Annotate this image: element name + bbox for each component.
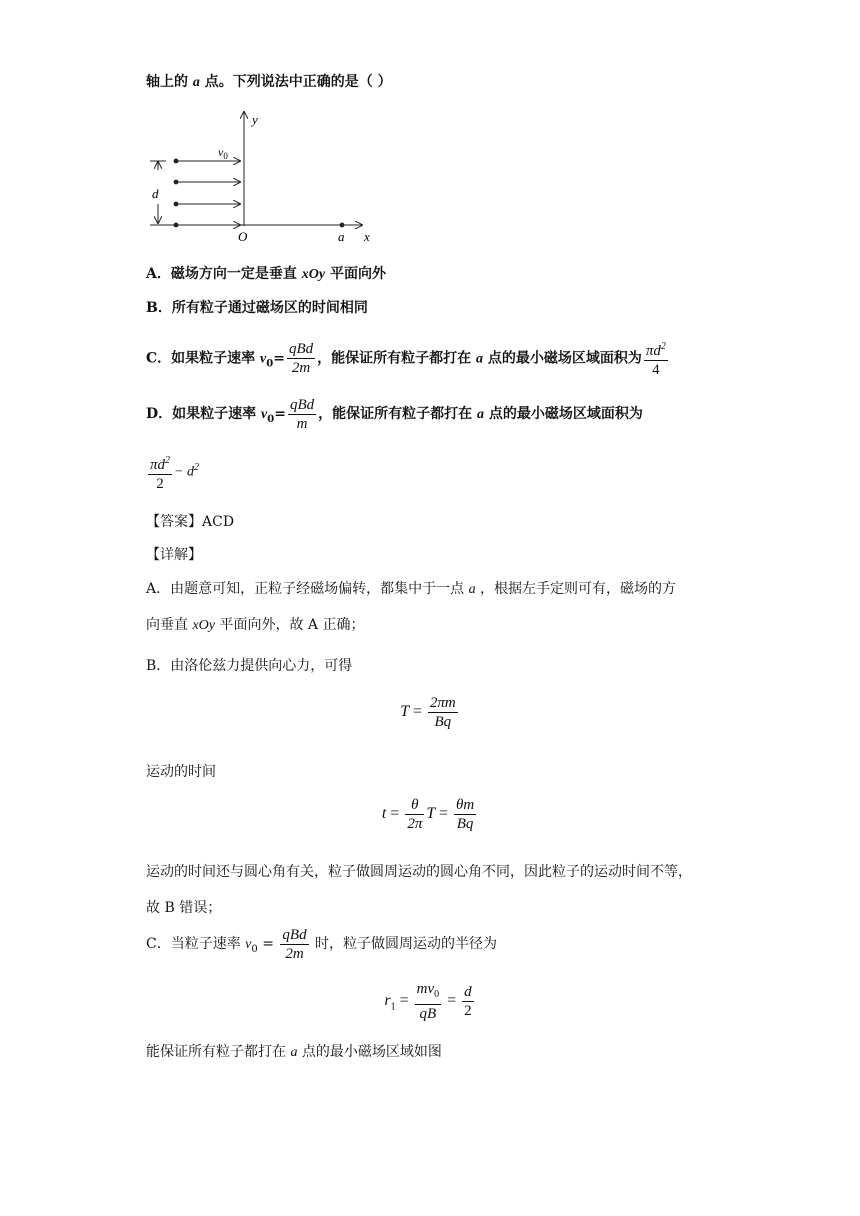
- para-a2-var: xOy: [192, 618, 215, 633]
- option-c-text2: ，能保证所有粒子都打在: [317, 350, 476, 367]
- option-d-answer: [146, 448, 199, 493]
- para-c-line1: [146, 924, 497, 970]
- point-a: [340, 223, 345, 228]
- option-c-text1: 如果粒子速率: [171, 350, 261, 367]
- intro-var: a: [192, 75, 200, 90]
- option-b-text: 所有粒子通过磁场区的时间相同: [171, 300, 368, 316]
- option-d-v: v: [261, 407, 268, 422]
- option-d-ans-num: πd: [150, 456, 166, 473]
- eq3-num1: mv: [416, 981, 435, 997]
- para-c1-text1: C．当粒子速率: [146, 936, 246, 952]
- para-a2-text2: 平面向外，故 A 正确；: [215, 617, 365, 633]
- field-diagram: [146, 106, 382, 246]
- option-c-den: 2m: [291, 360, 311, 376]
- option-d-num: qBd: [289, 396, 315, 413]
- option-c-ans-num: πd: [645, 343, 661, 359]
- option-a: [146, 264, 386, 285]
- answer-label: 【答案】: [146, 514, 202, 530]
- eq1-den: Bq: [434, 714, 452, 730]
- eq3-lhs-sub: 1: [390, 1001, 396, 1013]
- option-c-text3: 点的最小磁场区域面积为: [483, 350, 642, 367]
- eq2-mid: T: [426, 805, 435, 823]
- para-c-line2: [146, 1042, 442, 1063]
- option-a-label: A．: [146, 266, 171, 282]
- d-label: d: [152, 186, 159, 201]
- option-d-fraction: [288, 396, 316, 433]
- option-d: [146, 394, 643, 440]
- para-time: 运动的时间: [146, 764, 216, 780]
- option-d-ans-sup: 2: [165, 454, 171, 466]
- eq2-den1: 2π: [407, 816, 423, 832]
- para-b-line3: 故 B 错误；: [146, 900, 222, 916]
- para-b-line1: B．由洛伦兹力提供向心力，可得: [146, 658, 353, 674]
- v0-label: $v_0$: [218, 145, 228, 161]
- para-c2-text1: 能保证所有粒子都打在: [146, 1044, 291, 1060]
- option-a-text1: 磁场方向一定是垂直: [170, 266, 302, 282]
- a-label: a: [338, 229, 345, 244]
- option-c-vsub: 0: [266, 358, 274, 370]
- para-c1-v: v: [245, 937, 252, 952]
- para-c1-eq: =: [262, 936, 274, 952]
- option-b: [146, 298, 368, 318]
- answer-value: ACD: [202, 514, 235, 530]
- para-c1-den: 2m: [285, 945, 304, 962]
- para-a1-var: a: [468, 582, 476, 597]
- eq3-den1: qB: [419, 1006, 437, 1022]
- para-c1-num: qBd: [282, 926, 307, 943]
- para-a2-text1: 向垂直: [146, 617, 193, 633]
- option-c-eq: =: [273, 350, 285, 367]
- para-c1-text2: 时，粒子做圆周运动的半径为: [310, 936, 498, 952]
- option-c-v: v: [260, 351, 267, 367]
- intro-line: [146, 72, 392, 93]
- equation-radius: [0, 980, 860, 1023]
- option-c-fraction: [287, 340, 315, 377]
- origin-label: O: [238, 229, 248, 244]
- option-d-ans-tail-sup: 2: [193, 462, 199, 473]
- eq1-num: 2πm: [429, 695, 456, 711]
- option-c: [146, 338, 670, 384]
- para-a-line2: [146, 615, 364, 636]
- option-c-ans-den: 4: [652, 362, 660, 378]
- option-a-text2: 平面向外: [325, 266, 386, 282]
- y-label: y: [252, 112, 258, 127]
- option-d-ans-den: 2: [156, 475, 164, 492]
- intro-prefix: 轴上的: [146, 74, 193, 90]
- eq1-eq: =: [412, 703, 422, 721]
- equation-period: [0, 694, 860, 731]
- eq3-eq2: =: [447, 992, 457, 1010]
- option-d-label: D．: [146, 406, 173, 422]
- eq3-den2: 2: [464, 1003, 472, 1019]
- particle-arrows: [174, 159, 240, 228]
- option-c-answer-fraction: [644, 338, 668, 379]
- eq1-lhs: T: [400, 703, 409, 721]
- option-a-var: xOy: [301, 267, 326, 282]
- eq2-lhs: t: [381, 805, 387, 823]
- option-d-text3: 点的最小磁场区域面积为: [483, 406, 643, 422]
- option-d-den: m: [296, 415, 308, 432]
- option-d-answer-fraction: [148, 452, 172, 493]
- equation-time: [0, 796, 860, 833]
- eq3-eq: =: [399, 992, 409, 1010]
- option-d-vsub: 0: [267, 413, 275, 425]
- option-c-var: a: [476, 351, 483, 367]
- para-b-line2: 运动的时间还与圆心角有关，粒子做圆周运动的圆心角不同，因此粒子的运动时间不等，: [146, 864, 692, 880]
- eq3-num1-sub: 0: [434, 989, 440, 1000]
- option-d-text1: 如果粒子速率: [172, 406, 262, 422]
- para-a1-text2: ，根据左手定则可有，磁场的方: [475, 581, 677, 597]
- para-c1-vsub: 0: [251, 943, 258, 955]
- para-c2-var: a: [290, 1045, 298, 1060]
- para-c2-text2: 点的最小磁场区域如图: [297, 1044, 442, 1060]
- option-d-var: a: [476, 407, 484, 422]
- eq2-num1: θ: [405, 796, 424, 815]
- para-a-line1: [146, 579, 676, 600]
- option-d-eq: =: [274, 406, 286, 422]
- x-label: x: [364, 229, 370, 244]
- para-a1-text1: A．由题意可知，正粒子经磁场偏转，都集中于一点: [146, 581, 469, 597]
- eq2-num2: θm: [455, 797, 475, 813]
- eq3-num2: d: [464, 984, 472, 1000]
- eq2-eq: =: [390, 805, 400, 823]
- option-d-text2: ，能保证所有粒子都打在: [318, 406, 477, 422]
- eq2-eq2: =: [438, 805, 448, 823]
- detail-label: 【详解】: [146, 547, 202, 563]
- eq3-lhs: r: [384, 992, 391, 1010]
- option-b-label: B．: [146, 300, 172, 316]
- option-c-ans-sup: 2: [660, 341, 666, 352]
- answer-line: [146, 512, 234, 532]
- intro-suffix: 点。下列说法中正确的是（ ）: [199, 74, 392, 90]
- option-c-num: qBd: [288, 341, 314, 357]
- eq2-den2: Bq: [456, 816, 474, 832]
- option-c-label: C．: [146, 350, 172, 367]
- option-d-ans-tail: − d: [174, 464, 194, 480]
